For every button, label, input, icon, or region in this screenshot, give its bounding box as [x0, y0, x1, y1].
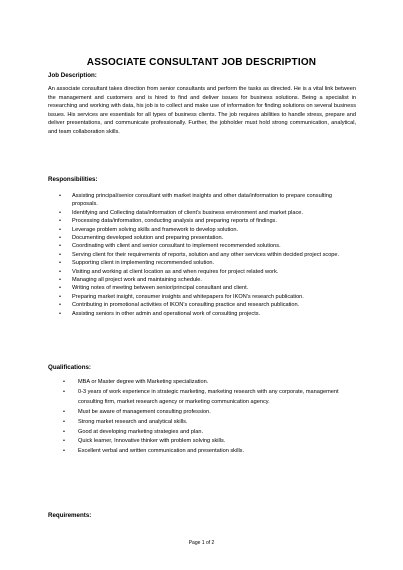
bullet-icon: •	[63, 428, 65, 435]
list-item	[63, 388, 358, 408]
list-item-text: Writing notes of meeting between senior/principal consultant and client.	[72, 285, 249, 292]
list-item-text: Leverage problem solving skills and framework to develop solution.	[72, 226, 239, 233]
list-item	[63, 447, 358, 457]
list-item	[59, 251, 358, 259]
bullet-icon: •	[59, 293, 61, 300]
list-item	[59, 284, 358, 292]
bullet-icon: •	[59, 310, 61, 317]
list-item-text: Documenting developed solution and preparing presentation.	[72, 235, 224, 242]
list-item	[63, 408, 358, 418]
list-item	[63, 378, 358, 388]
list-item-text: Contributing in promotional activities of IKON’s consulting practice and research publication.	[72, 302, 300, 309]
page-title: ASSOCIATE CONSULTANT JOB DESCRIPTION	[86, 57, 317, 68]
list-item-text: Serving client for their requirements of reports, solution and any other services within decided project scope.	[72, 251, 340, 258]
list-item-text: Assisting principal/senior consultant with market insights and other data/information to prepare consulting proposals.	[72, 193, 332, 208]
qualifications-list	[63, 378, 358, 457]
list-item	[63, 428, 358, 438]
bullet-icon: •	[59, 235, 61, 242]
list-item-text: Good at developing marketing strategies and plan.	[78, 428, 204, 435]
bullet-icon: •	[63, 438, 65, 445]
page-footer: Page 1 of 2	[188, 540, 215, 546]
list-item-text: MBA or Master degree with Marketing specialization.	[78, 379, 209, 385]
list-item	[59, 226, 358, 234]
list-item	[59, 217, 358, 225]
bullet-icon: •	[63, 379, 65, 385]
list-item-text: Assisting seniors in other admin and operational work of consulting projects.	[72, 310, 261, 317]
list-item-text: Preparing market insight, consumer insights and whitepapers for IKON’s research publication.	[72, 293, 304, 300]
bullet-icon: •	[59, 209, 61, 216]
bullet-icon: •	[59, 226, 61, 233]
responsibilities-heading: Responsibilities:	[48, 176, 98, 183]
bullet-icon: •	[63, 388, 65, 395]
bullet-icon: •	[59, 268, 61, 275]
bullet-icon: •	[59, 302, 61, 309]
qualifications-heading: Qualifications:	[48, 364, 91, 371]
bullet-icon: •	[59, 243, 61, 250]
list-item	[59, 293, 358, 301]
requirements-heading: Requirements:	[48, 512, 92, 519]
list-item	[59, 209, 358, 217]
list-item	[59, 259, 358, 267]
list-item-text: Strong market research and analytical skills.	[78, 418, 188, 425]
bullet-icon: •	[59, 193, 61, 199]
bullet-icon: •	[59, 277, 61, 284]
list-item	[59, 242, 358, 250]
bullet-icon: •	[59, 251, 61, 258]
bullet-icon: •	[63, 408, 65, 415]
list-item-text: Must be aware of management consulting profession.	[78, 408, 211, 415]
list-item	[59, 234, 358, 242]
list-item-text: Coordinating with client and senior consultant to implement recommended solutions.	[72, 243, 281, 250]
list-item-text: Quick learner, Innovative thinker with problem solving skills.	[78, 438, 226, 445]
job-description-paragraph: An associate consultant takes direction from senior consultants and perform the tasks as directed. He is a vital link between the management and customers and is hired to find and deliver issues for business solutions. Being a specialist in researching and working with data, his job is to collect and make use of information for finding solutions on several business issues. His services are essentials for all types of business clients. The job requires abilities to handle stress, prepare and deliver presentations, and communicate professionally. Further, the jobholder must hold strong communication, analytical, and team collaboration skills.	[48, 86, 356, 135]
bullet-icon: •	[63, 418, 65, 425]
bullet-icon: •	[59, 260, 61, 267]
list-item-text: Identifying and Collecting data/information of client’s business environment and market place.	[72, 209, 303, 216]
list-item	[59, 192, 358, 209]
list-item-text: Excellent verbal and written communication and presentation skills.	[78, 448, 245, 455]
list-item	[59, 301, 358, 309]
list-item-text: 0-3 years of work experience in strategic marketing, marketing research with any corporate, management consulting firm, market research agency or marketing communication agency.	[78, 388, 339, 405]
responsibilities-list	[59, 192, 358, 318]
bullet-icon: •	[59, 218, 61, 225]
list-item	[59, 276, 358, 284]
list-item	[63, 437, 358, 447]
list-item-text: Visiting and working at client location as and when requires for project related work.	[72, 268, 279, 275]
list-item-text: Supporting client in implementing recommended solution.	[72, 260, 215, 267]
job-description-heading: Job Description:	[48, 72, 97, 79]
list-item	[59, 310, 358, 318]
bullet-icon: •	[59, 285, 61, 292]
list-item-text: Managing all project work and maintaining schedule.	[72, 277, 202, 284]
list-item	[63, 418, 358, 428]
list-item-text: Processing data/information, conducting analysis and preparing reports of findings.	[72, 218, 277, 225]
list-item	[59, 268, 358, 276]
bullet-icon: •	[63, 448, 65, 455]
